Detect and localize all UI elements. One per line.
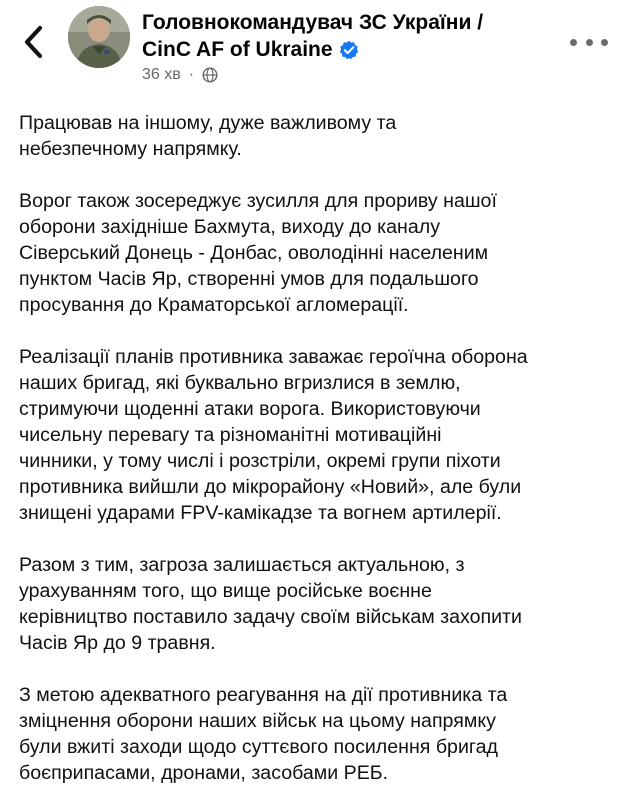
post-text-line: Сіверський Донець - Донбас, оволодінні населеним [19, 242, 489, 264]
post-paragraph [19, 110, 611, 162]
author-name-line1: Головнокомандувач ЗС України / [142, 11, 484, 34]
post-text-line: керівництво поставило задачу своїм військам захопити [19, 606, 522, 628]
avatar[interactable] [68, 6, 130, 68]
post-paragraph [19, 682, 611, 786]
post-text-line: боєприпасами, дронами, засобами РЕБ. [19, 762, 389, 784]
post-text-line: Ворог також зосереджує зусилля для прориву нашої [19, 190, 497, 212]
post-text-line: стримуючи щоденні атаки ворога. Використовуючи [19, 398, 481, 420]
post-text-line: чисельну перевагу та різноманітні мотиваційні [19, 424, 442, 446]
more-dot-icon [586, 39, 593, 46]
post-text-line: оборони західніше Бахмута, виходу до каналу [19, 216, 440, 238]
meta-separator: · [188, 66, 195, 83]
post-header [0, 0, 626, 96]
author-name-line2: CinC AF of Ukraine [142, 38, 333, 61]
post-text-line: Разом з тим, загроза залишається актуальною, з [19, 554, 465, 576]
post-text-line: урахуванням того, що вище російське воєнне [19, 580, 432, 602]
post-text-line: пунктом Часів Яр, створенні умов для подальшого [19, 268, 479, 290]
verified-badge-icon [339, 40, 359, 60]
post-time[interactable]: 36 хв [142, 66, 181, 83]
more-dot-icon [570, 39, 577, 46]
post-paragraph [19, 188, 611, 318]
post-body [19, 110, 611, 812]
post-text-line: З метою адекватного реагування на дії противника та [19, 684, 508, 706]
chevron-left-icon [22, 25, 44, 59]
more-dot-icon [601, 39, 608, 46]
post-text-line: небезпечному напрямку. [19, 138, 242, 160]
back-button[interactable] [16, 22, 50, 62]
post-text-line: були вжиті заходи щодо суттєвого посилення бригад [19, 736, 498, 758]
post-text-line: наших бригад, які буквально вгризлися в землю, [19, 372, 461, 394]
post-text-line: противника вийшли до мікрорайону «Новий», але були [19, 476, 522, 498]
post-text-line: Реалізації планів противника заважає героїчна оборона [19, 346, 528, 368]
post-text-line: Працював на іншому, дуже важливому та [19, 112, 397, 134]
post-paragraph [19, 552, 611, 656]
post-paragraph [19, 344, 611, 526]
more-options-button[interactable] [570, 30, 608, 54]
author-name[interactable] [142, 9, 542, 63]
post-text-line: зміцнення оборони наших військ на цьому напрямку [19, 710, 496, 732]
post-text-line: чинники, у тому числі і розстріли, окремі групи піхоти [19, 450, 501, 472]
post-meta [142, 66, 218, 84]
post-text-line: просування до Краматорської агломерації. [19, 294, 409, 316]
profile-photo-icon [68, 6, 130, 68]
globe-icon [202, 67, 218, 83]
post-text-line: знищені ударами FPV-камікадзе та вогнем артилерії. [19, 502, 502, 524]
post-text-line: Часів Яр до 9 травня. [19, 632, 216, 654]
